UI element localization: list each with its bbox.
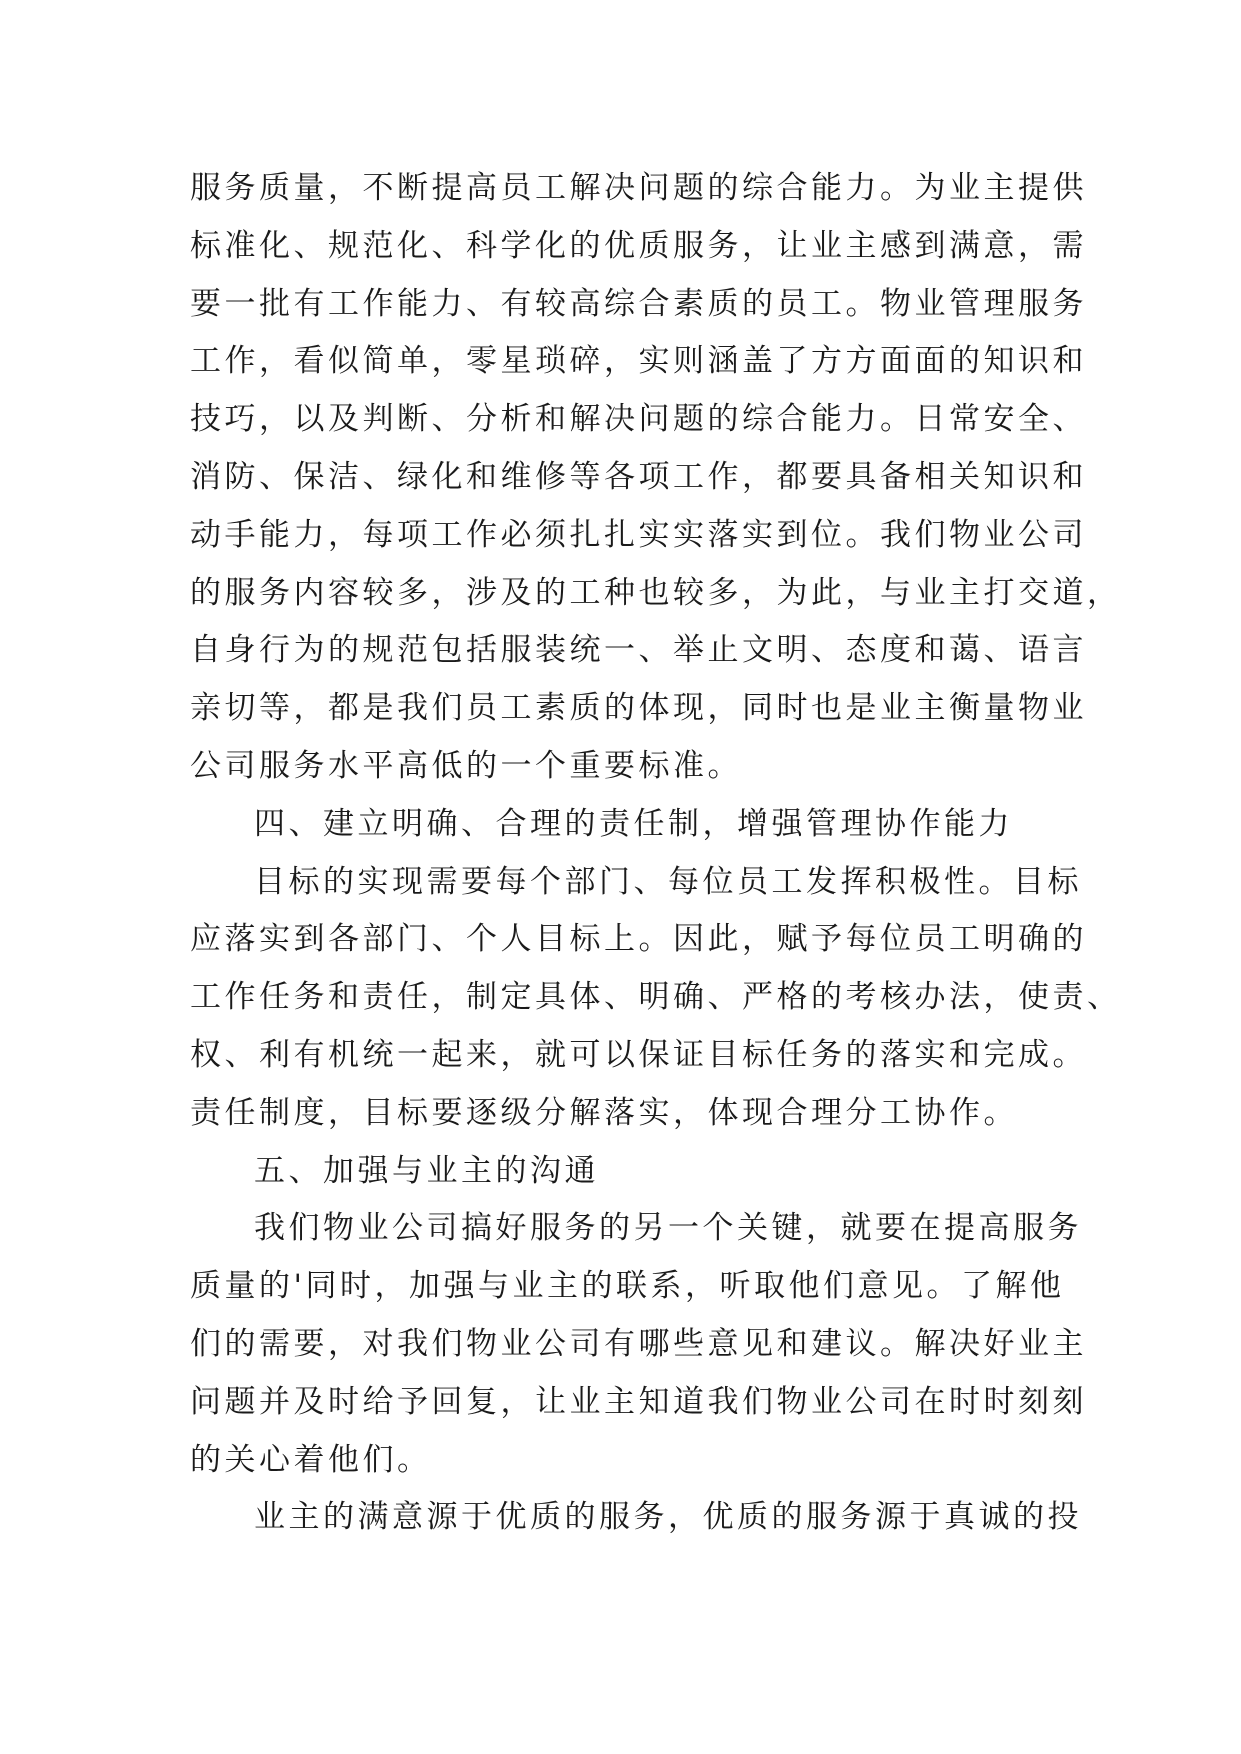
- text-line: 技巧，以及判断、分析和解决问题的综合能力。日常安全、: [190, 401, 1087, 438]
- text-line: 消防、保洁、绿化和维修等各项工作，都要具备相关知识和: [190, 458, 1087, 495]
- text-line: 们的需要，对我们物业公司有哪些意见和建议。解决好业主: [190, 1325, 1087, 1362]
- text-line: 的关心着他们。: [190, 1441, 432, 1478]
- text-line: 亲切等，都是我们员工素质的体现，同时也是业主衡量物业: [190, 690, 1087, 727]
- text-line: 要一批有工作能力、有较高综合素质的员工。物业管理服务: [190, 285, 1087, 322]
- text-line: 动手能力，每项工作必须扎扎实实落实到位。我们物业公司: [190, 516, 1087, 553]
- text-line: 的服务内容较多，涉及的工种也较多，为此，与业主打交道，: [190, 574, 1122, 611]
- text-line: 问题并及时给予回复，让业主知道我们物业公司在时时刻刻: [190, 1383, 1087, 1420]
- text-line: 公司服务水平高低的一个重要标准。: [190, 747, 742, 784]
- text-line: 应落实到各部门、个人目标上。因此，赋予每位员工明确的: [190, 921, 1087, 958]
- document-body: [190, 160, 1122, 1547]
- text-line: 业主的满意源于优质的服务，优质的服务源于真诚的投: [254, 1499, 1082, 1536]
- text-line: 目标的实现需要每个部门、每位员工发挥积极性。目标: [254, 863, 1082, 900]
- text-line: 自身行为的规范包括服装统一、举止文明、态度和蔼、语言: [190, 632, 1087, 669]
- text-line: 权、利有机统一起来，就可以保证目标任务的落实和完成。: [190, 1036, 1087, 1073]
- text-line: 工作任务和责任，制定具体、明确、严格的考核办法，使责、: [190, 979, 1122, 1016]
- text-line: 服务质量，不断提高员工解决问题的综合能力。为业主提供: [190, 170, 1087, 206]
- text-line: 质量的'同时，加强与业主的联系，听取他们意见。了解他: [190, 1268, 1065, 1305]
- text-line: 工作，看似简单，零星琐碎，实则涵盖了方方面面的知识和: [190, 343, 1087, 380]
- section-heading: 五、加强与业主的沟通: [254, 1152, 599, 1189]
- text-line: 我们物业公司搞好服务的另一个关键，就要在提高服务: [254, 1210, 1082, 1247]
- text-line: 标准化、规范化、科学化的优质服务，让业主感到满意，需: [190, 227, 1087, 264]
- text-line: 责任制度，目标要逐级分解落实，体现合理分工协作。: [190, 1094, 1018, 1131]
- section-heading: 四、建立明确、合理的责任制，增强管理协作能力: [254, 805, 1013, 842]
